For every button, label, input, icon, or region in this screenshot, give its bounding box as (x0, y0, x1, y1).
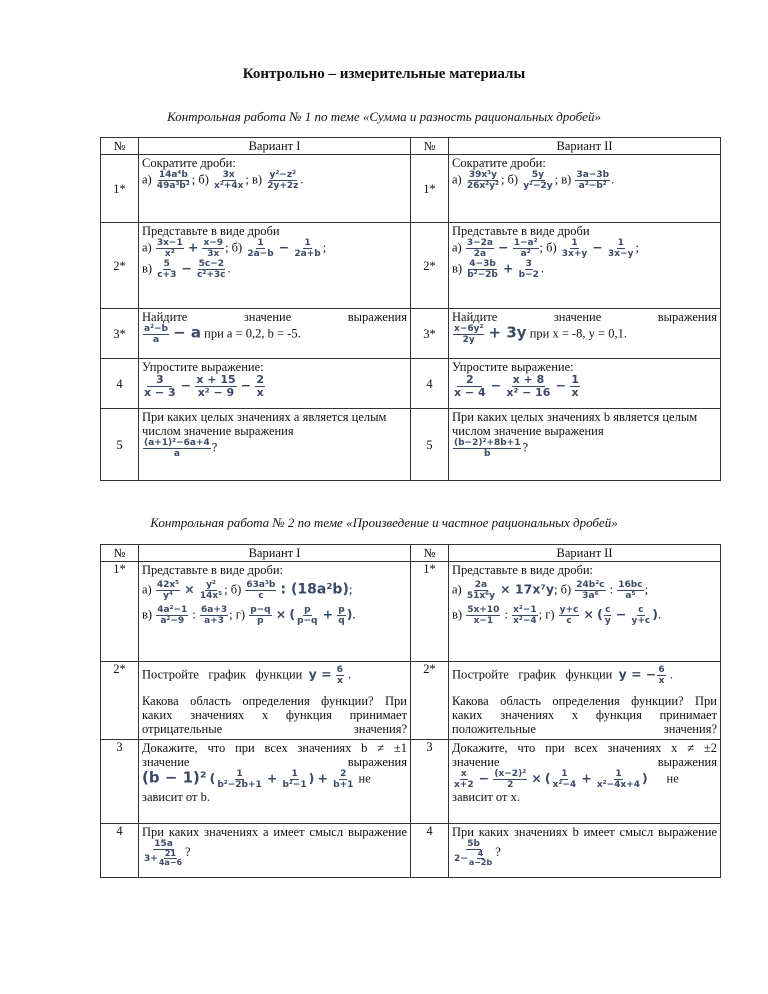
task-cell (139, 409, 411, 481)
task-text: При каких целых значениях b является целым числом значение выражения (452, 410, 698, 438)
task-text: Представьте в виде дроби (142, 224, 280, 238)
task-cell (449, 562, 721, 662)
task-number: 3* (101, 309, 139, 359)
task-expression: в) $\frac{5x+10}{x-1}$ : $\frac{\text{x²−1}}{\text{x²−4}}$ ; г) $\frac{y+c}{c}$ × ( $\frac{c}{y}$ − $\frac{c}{y+c}$ ). (452, 605, 662, 626)
variant1-header: Вариант I (139, 138, 411, 155)
task-expression: $\frac{\text{x−6y²}}{2y}$ + 3y при x = -8, y = 0,1. (454, 323, 627, 345)
task-number: 2* (411, 223, 449, 309)
task-number: 2* (411, 662, 449, 740)
table-row (101, 155, 721, 223)
task-expression: а) $\frac{\text{42x⁵}}{\text{y⁴}}$ × $\frac{\text{y²}}{\text{14x⁵}}$ ; б) $\frac{\text{63a³b}}{c}$ : (18a²b); (142, 580, 353, 601)
work1-caption: Контрольная работа № 1 по теме «Сумма и разность рациональных дробей» (167, 109, 601, 124)
task-text: Найдите значение выражения (142, 310, 407, 324)
task-number: 5 (101, 409, 139, 481)
variant2-header: Вариант II (449, 138, 721, 155)
task-text: Найдите значение выражения (452, 310, 717, 324)
task-cell (449, 359, 721, 409)
task-cell (139, 740, 411, 824)
task-cell (449, 409, 721, 481)
task-number: 5 (411, 409, 449, 481)
task-expression: а) $\frac{\text{14a⁴b}}{\text{49a³b²}}$ ; б) $\frac{3x}{\text{x²+4x}}$ ; в) $\frac{\text{y²−z²}}{2y+2z}$ . (142, 170, 304, 191)
task-number: 1* (101, 562, 139, 662)
task-number: 4 (411, 359, 449, 409)
task-cell (139, 223, 411, 309)
task-text: Какова область определения функции? При каких значениях x функция принимает отрицательные значения? (142, 694, 407, 736)
task-expression: в) $\frac{4-3b}{\text{b²−2b}}$ + $\frac{3}{b-2}$ . (452, 259, 544, 280)
task-cell (139, 359, 411, 409)
task-number: 1* (411, 562, 449, 662)
task-text: Постройте график функции y = − $\frac{6}{x}$ . (452, 665, 673, 686)
task-cell (139, 662, 411, 740)
task-text: При каких значениях b имеет смысл выражение (452, 825, 717, 839)
task-expression: $\frac{\text{(b−2)²+8b+1}}{b}$ ? (454, 438, 529, 459)
task-number: 3 (101, 740, 139, 824)
table-row (101, 409, 721, 481)
task-text: Упростите выражение: (142, 360, 264, 374)
table-row (101, 662, 721, 740)
task-expression: (b − 1)² ( $\frac{1}{\text{b²−2b+1}}$ + $\frac{1}{\text{b²−1}}$ ) + $\frac{2}{b+1}$ не (142, 768, 371, 790)
table-header-row (101, 138, 721, 155)
num-header: № (101, 545, 139, 562)
table-header-row (101, 545, 721, 562)
task-number: 1* (411, 155, 449, 223)
task-number: 2* (101, 223, 139, 309)
task-number: 4 (101, 824, 139, 878)
task-expression: в) $\frac{5}{c+3}$ − $\frac{5c-2}{\text{c²+3c}}$ . (142, 259, 231, 280)
page-title: Контрольно – измерительные материалы (242, 66, 526, 82)
task-text: При каких значениях a имеет смысл выражение (142, 825, 407, 839)
task-expression: 5b 2− $\frac{4}{a-2b}$ ? (454, 839, 501, 867)
work2-table (100, 544, 721, 878)
task-text: Представьте в виде дроби (452, 224, 590, 238)
table-row (101, 223, 721, 309)
task-expression: а) $\frac{\text{39x³y}}{\text{26x²y²}}$ ; б) $\frac{5y}{\text{y²−2y}}$ ; в) $\frac{3a-3b}{\text{a²−b²}}$ . (452, 170, 615, 191)
task-cell (139, 309, 411, 359)
task-cell (449, 824, 721, 878)
task-expression: $\frac{\text{(a+1)²−6a+4}}{a}$ ? (144, 438, 218, 459)
task-text: Докажите, что при всех значениях x ≠ ±2 значение выражения (452, 741, 717, 769)
task-number: 3* (411, 309, 449, 359)
task-expression: а) $\frac{2a}{\text{51x⁶y}}$ × 17x⁷y; б) $\frac{\text{24b²c}}{\text{3a⁶}}$ : $\frac{16bc}{\text{a⁵}}$ ; (452, 580, 649, 601)
variant2-header: Вариант II (449, 545, 721, 562)
task-number: 4 (411, 824, 449, 878)
task-cell (449, 662, 721, 740)
task-text: зависит от x. (452, 790, 520, 804)
task-text: Упростите выражение: (452, 360, 574, 374)
task-cell (449, 155, 721, 223)
table-row (101, 359, 721, 409)
task-text: Какова область определения функции? При каких значениях x функция принимает положительные значения? (452, 694, 717, 736)
task-text: Постройте график функции y = $\frac{6}{x}$ . (142, 665, 352, 686)
task-expression: $\frac{2}{x - 4}$ − $\frac{x + 8}{\text{x² − 16}}$ − $\frac{1}{x}$ (454, 373, 579, 399)
task-cell (449, 309, 721, 359)
task-expression: $\frac{x}{x+2}$ − $\frac{\text{(x−2)²}}{2}$ × ( $\frac{1}{\text{x²−4}}$ + $\frac{1}{\text{x²−4x+4}}$ ) не (454, 769, 679, 790)
table-row (101, 740, 721, 824)
task-text: При каких целых значениях a является целым числом значение выражения (142, 410, 387, 438)
task-number: 3 (411, 740, 449, 824)
task-cell (139, 562, 411, 662)
table-row (101, 562, 721, 662)
task-expression: $\frac{3}{x - 3}$ − $\frac{x + 15}{\text{x² − 9}}$ − $\frac{2}{x}$ (144, 373, 265, 399)
table-row (101, 309, 721, 359)
num-header: № (411, 545, 449, 562)
work1-table (100, 137, 721, 481)
table-row (101, 824, 721, 878)
task-cell (139, 155, 411, 223)
task-expression: а) $\frac{3-2a}{2a}$ − $\frac{\text{1−a²}}{\text{a²}}$ ; б) $\frac{1}{3x+y}$ − $\frac{1}{3x-y}$ ; (452, 238, 639, 259)
task-text: Сократите дроби: (452, 156, 546, 170)
task-text: Представьте в виде дроби: (452, 563, 594, 577)
task-number: 1* (101, 155, 139, 223)
task-text: Представьте в виде дроби: (142, 563, 284, 577)
num-header: № (411, 138, 449, 155)
task-text: Докажите, что при всех значениях b ≠ ±1 значение выражения (142, 741, 407, 769)
num-header: № (101, 138, 139, 155)
task-expression: $\frac{\text{a²−b}}{a}$ − a при a = 0,2, b = -5. (144, 323, 301, 345)
work2-caption: Контрольная работа № 2 по теме «Произведение и частное рациональных дробей» (150, 515, 618, 530)
task-expression: в) $\frac{\text{4a²−1}}{\text{a²−9}}$ : $\frac{6a+3}{a+3}$ ; г) $\frac{p-q}{p}$ × ( $\frac{p}{p-q}$ + $\frac{p}{q}$ ). (142, 605, 356, 626)
task-number: 2* (101, 662, 139, 740)
task-cell (449, 223, 721, 309)
task-cell (449, 740, 721, 824)
variant1-header: Вариант I (139, 545, 411, 562)
task-text: Сократите дроби: (142, 156, 236, 170)
task-expression: а) $\frac{3x-1}{\text{x²}}$ + $\frac{x-9}{3x}$ ; б) $\frac{1}{2a-b}$ − $\frac{1}{2a+b}$ ; (142, 238, 327, 259)
task-text: зависит от b. (142, 790, 210, 804)
task-expression: 15a 3+ $\frac{21}{4a-6}$ ? (144, 839, 191, 867)
task-number: 4 (101, 359, 139, 409)
task-cell (139, 824, 411, 878)
